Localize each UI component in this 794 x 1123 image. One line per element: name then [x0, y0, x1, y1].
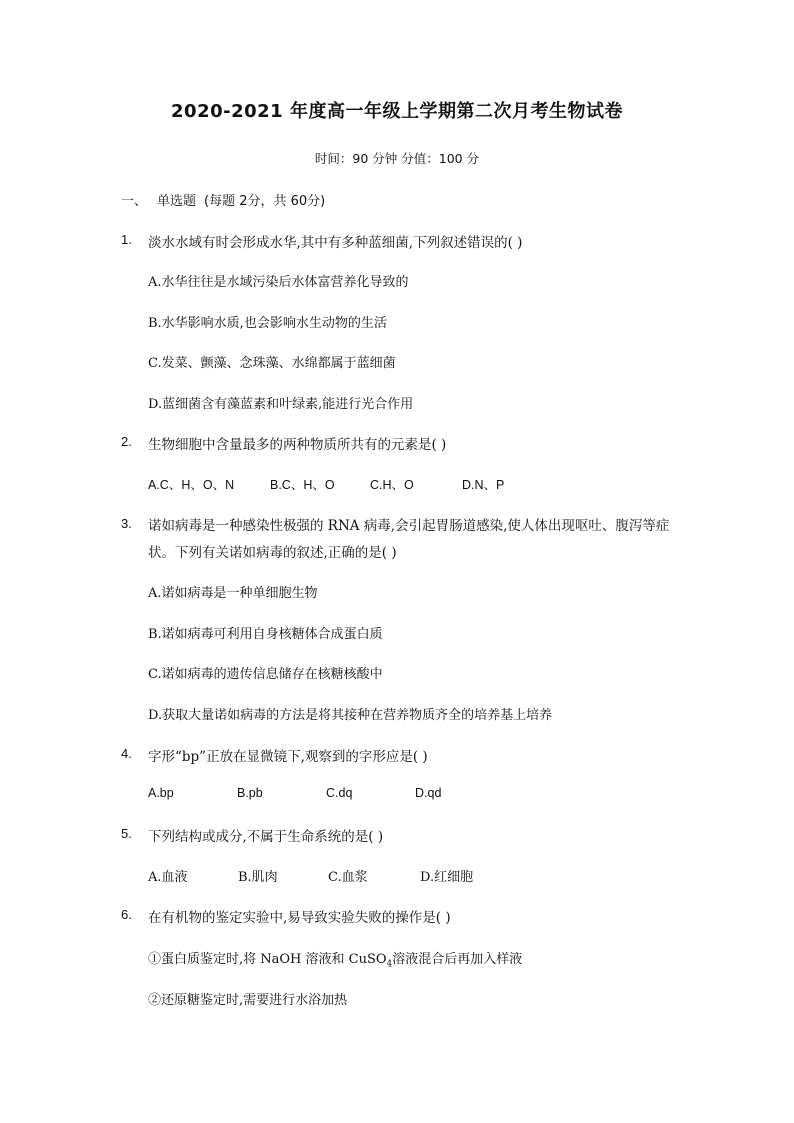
- option-c: C.发菜、颤藻、念珠藻、水绵都属于蓝细菌: [148, 356, 396, 371]
- statement-1-subscript: 4: [386, 959, 393, 970]
- option-d: D.红细胞: [420, 870, 474, 885]
- option-d: D.蓝细菌含有藻蓝素和叶绿素,能进行光合作用: [148, 397, 414, 412]
- option-d: D.qd: [415, 786, 442, 800]
- section-header: [121, 190, 325, 209]
- option-b: B.C、H、O: [270, 478, 335, 492]
- option-d: D.N、P: [462, 478, 505, 492]
- question-text: 在有机物的鉴定实验中,易导致实验失败的操作是( ): [148, 910, 451, 926]
- section-title: 单选题: [157, 194, 197, 209]
- option-c: C.诺如病毒的遗传信息储存在核糖核酸中: [148, 667, 383, 682]
- question-number: 3.: [121, 516, 132, 531]
- statement-1-suffix: 溶液混合后再加入样液: [392, 952, 523, 967]
- question-text-line-1: 诺如病毒是一种感染性极强的 RNA 病毒,会引起胃肠道感染,使人体出现呕吐、腹泻等症: [148, 518, 670, 534]
- question-number: 1.: [121, 232, 132, 247]
- question-number: 6.: [121, 907, 132, 922]
- question-number: 5.: [121, 826, 132, 841]
- question-number: 2.: [121, 434, 132, 449]
- option-a: A.血液: [148, 870, 188, 885]
- option-b: B.水华影响水质,也会影响水生动物的生活: [148, 316, 387, 331]
- statement-1: [148, 948, 522, 970]
- question-number: 4.: [121, 746, 132, 761]
- exam-title: 2020-2021 年度高一年级上学期第二次月考生物试卷: [171, 101, 623, 122]
- option-a: A.水华往往是水域污染后水体富营养化导致的: [148, 275, 409, 290]
- statement-2: ②还原糖鉴定时,需要进行水浴加热: [148, 993, 348, 1008]
- question-text-line-2: 状。下列有关诺如病毒的叙述,正确的是( ): [148, 545, 397, 561]
- question-text: 字形“bp”正放在显微镜下,观察到的字形应是( ): [148, 749, 428, 765]
- option-c: C.dq: [326, 786, 353, 800]
- option-d: D.获取大量诺如病毒的方法是将其接种在营养物质齐全的培养基上培养: [148, 708, 553, 723]
- exam-subtitle: 时间：90 分钟 分值：100 分: [314, 151, 480, 166]
- question-text: 下列结构或成分,不属于生命系统的是( ): [148, 829, 384, 845]
- question-text: 生物细胞中含量最多的两种物质所共有的元素是( ): [148, 437, 447, 453]
- option-c: C.H、O: [370, 478, 414, 492]
- option-a: A.C、H、O、N: [148, 478, 235, 492]
- option-c: C.血浆: [328, 870, 368, 885]
- section-number: 一、: [121, 194, 148, 209]
- option-a: A.bp: [148, 786, 174, 800]
- option-a: A.诺如病毒是一种单细胞生物: [148, 586, 318, 601]
- statement-1-prefix: ①蛋白质鉴定时,将 NaOH 溶液和 CuSO: [148, 952, 387, 967]
- section-note: (每题 2分，共 60分): [204, 194, 326, 209]
- question-text: 淡水水域有时会形成水华,其中有多种蓝细菌,下列叙述错误的( ): [148, 235, 523, 251]
- option-b: B.pb: [237, 786, 263, 800]
- option-b: B.诺如病毒可利用自身核糖体合成蛋白质: [148, 627, 383, 642]
- option-b: B.肌肉: [238, 870, 278, 885]
